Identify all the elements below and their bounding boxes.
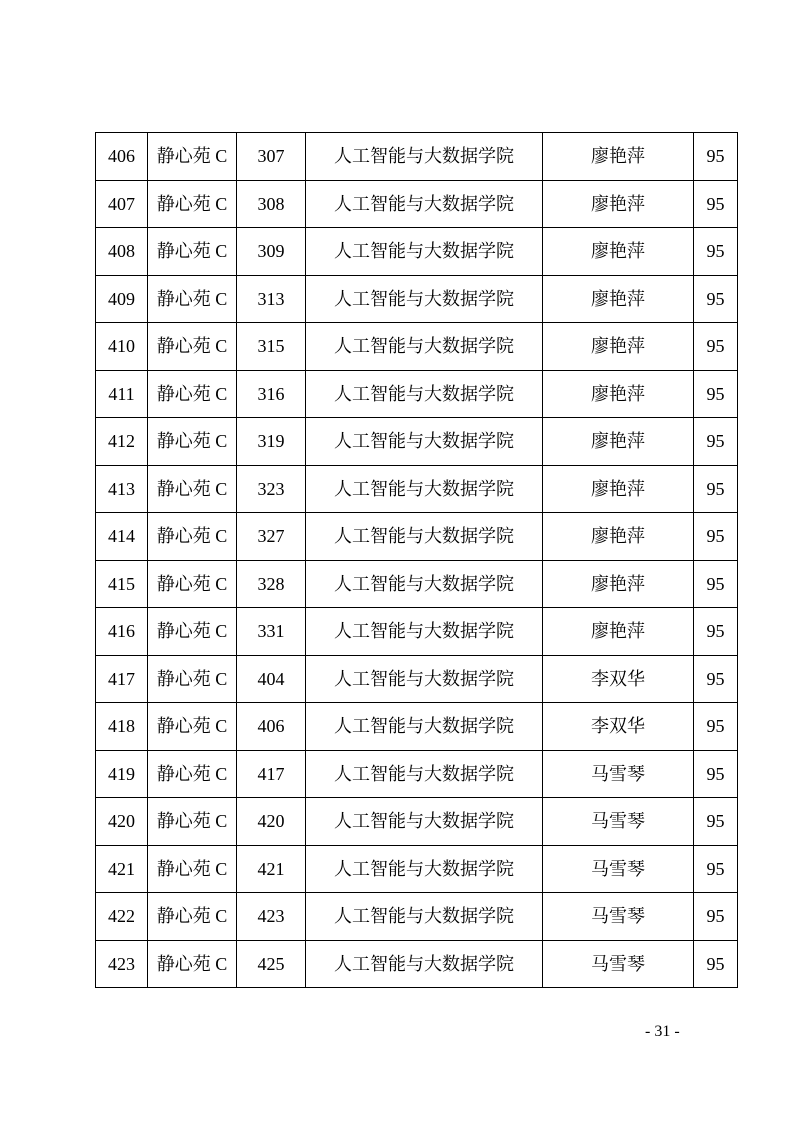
table-row [96,940,738,988]
table-row [96,845,738,893]
building-cell: 静心苑 C [148,275,237,323]
room-cell: 315 [237,323,306,371]
row-index-cell: 422 [96,893,148,941]
building-cell: 静心苑 C [148,608,237,656]
room-cell: 309 [237,228,306,276]
room-cell: 420 [237,798,306,846]
counselor-cell: 马雪琴 [543,845,694,893]
building-cell: 静心苑 C [148,133,237,181]
row-index-cell: 410 [96,323,148,371]
building-cell: 静心苑 C [148,893,237,941]
building-cell: 静心苑 C [148,370,237,418]
room-cell: 406 [237,703,306,751]
row-index-cell: 411 [96,370,148,418]
row-index-cell: 415 [96,560,148,608]
college-cell: 人工智能与大数据学院 [306,893,543,941]
score-cell: 95 [694,798,738,846]
building-cell: 静心苑 C [148,228,237,276]
college-cell: 人工智能与大数据学院 [306,750,543,798]
college-cell: 人工智能与大数据学院 [306,275,543,323]
dormitory-score-table [95,132,738,988]
table-row [96,180,738,228]
college-cell: 人工智能与大数据学院 [306,798,543,846]
room-cell: 319 [237,418,306,466]
table-row [96,418,738,466]
room-cell: 404 [237,655,306,703]
building-cell: 静心苑 C [148,940,237,988]
table-row [96,275,738,323]
building-cell: 静心苑 C [148,845,237,893]
counselor-cell: 马雪琴 [543,798,694,846]
building-cell: 静心苑 C [148,703,237,751]
table-row [96,750,738,798]
counselor-cell: 廖艳萍 [543,370,694,418]
row-index-cell: 412 [96,418,148,466]
room-cell: 316 [237,370,306,418]
row-index-cell: 416 [96,608,148,656]
row-index-cell: 414 [96,513,148,561]
counselor-cell: 廖艳萍 [543,513,694,561]
building-cell: 静心苑 C [148,798,237,846]
room-cell: 417 [237,750,306,798]
row-index-cell: 406 [96,133,148,181]
row-index-cell: 418 [96,703,148,751]
counselor-cell: 马雪琴 [543,940,694,988]
table-row [96,228,738,276]
room-cell: 421 [237,845,306,893]
college-cell: 人工智能与大数据学院 [306,228,543,276]
room-cell: 423 [237,893,306,941]
table-row [96,608,738,656]
score-cell: 95 [694,418,738,466]
counselor-cell: 廖艳萍 [543,608,694,656]
score-cell: 95 [694,465,738,513]
dormitory-table-container [95,132,733,988]
college-cell: 人工智能与大数据学院 [306,940,543,988]
score-cell: 95 [694,228,738,276]
college-cell: 人工智能与大数据学院 [306,845,543,893]
counselor-cell: 马雪琴 [543,750,694,798]
college-cell: 人工智能与大数据学院 [306,560,543,608]
score-cell: 95 [694,133,738,181]
table-row [96,798,738,846]
room-cell: 331 [237,608,306,656]
room-cell: 425 [237,940,306,988]
building-cell: 静心苑 C [148,180,237,228]
building-cell: 静心苑 C [148,323,237,371]
table-row [96,893,738,941]
row-index-cell: 421 [96,845,148,893]
table-row [96,560,738,608]
college-cell: 人工智能与大数据学院 [306,465,543,513]
counselor-cell: 马雪琴 [543,893,694,941]
row-index-cell: 413 [96,465,148,513]
college-cell: 人工智能与大数据学院 [306,655,543,703]
college-cell: 人工智能与大数据学院 [306,703,543,751]
counselor-cell: 李双华 [543,655,694,703]
row-index-cell: 417 [96,655,148,703]
table-row [96,513,738,561]
counselor-cell: 廖艳萍 [543,133,694,181]
counselor-cell: 廖艳萍 [543,418,694,466]
counselor-cell: 廖艳萍 [543,465,694,513]
table-row [96,370,738,418]
score-cell: 95 [694,560,738,608]
counselor-cell: 廖艳萍 [543,323,694,371]
counselor-cell: 廖艳萍 [543,180,694,228]
building-cell: 静心苑 C [148,418,237,466]
score-cell: 95 [694,655,738,703]
building-cell: 静心苑 C [148,655,237,703]
college-cell: 人工智能与大数据学院 [306,180,543,228]
row-index-cell: 419 [96,750,148,798]
college-cell: 人工智能与大数据学院 [306,133,543,181]
college-cell: 人工智能与大数据学院 [306,608,543,656]
room-cell: 327 [237,513,306,561]
page-number: - 31 - [645,1023,680,1040]
score-cell: 95 [694,323,738,371]
row-index-cell: 407 [96,180,148,228]
room-cell: 308 [237,180,306,228]
building-cell: 静心苑 C [148,560,237,608]
score-cell: 95 [694,750,738,798]
score-cell: 95 [694,845,738,893]
table-row [96,703,738,751]
score-cell: 95 [694,940,738,988]
row-index-cell: 420 [96,798,148,846]
counselor-cell: 廖艳萍 [543,228,694,276]
college-cell: 人工智能与大数据学院 [306,418,543,466]
college-cell: 人工智能与大数据学院 [306,513,543,561]
score-cell: 95 [694,275,738,323]
row-index-cell: 423 [96,940,148,988]
college-cell: 人工智能与大数据学院 [306,323,543,371]
score-cell: 95 [694,893,738,941]
table-row [96,133,738,181]
table-body [96,133,738,988]
room-cell: 323 [237,465,306,513]
room-cell: 313 [237,275,306,323]
counselor-cell: 廖艳萍 [543,560,694,608]
building-cell: 静心苑 C [148,513,237,561]
counselor-cell: 李双华 [543,703,694,751]
score-cell: 95 [694,513,738,561]
table-row [96,465,738,513]
row-index-cell: 409 [96,275,148,323]
room-cell: 307 [237,133,306,181]
counselor-cell: 廖艳萍 [543,275,694,323]
score-cell: 95 [694,370,738,418]
score-cell: 95 [694,703,738,751]
room-cell: 328 [237,560,306,608]
table-row [96,323,738,371]
row-index-cell: 408 [96,228,148,276]
building-cell: 静心苑 C [148,465,237,513]
score-cell: 95 [694,608,738,656]
table-row [96,655,738,703]
score-cell: 95 [694,180,738,228]
college-cell: 人工智能与大数据学院 [306,370,543,418]
building-cell: 静心苑 C [148,750,237,798]
